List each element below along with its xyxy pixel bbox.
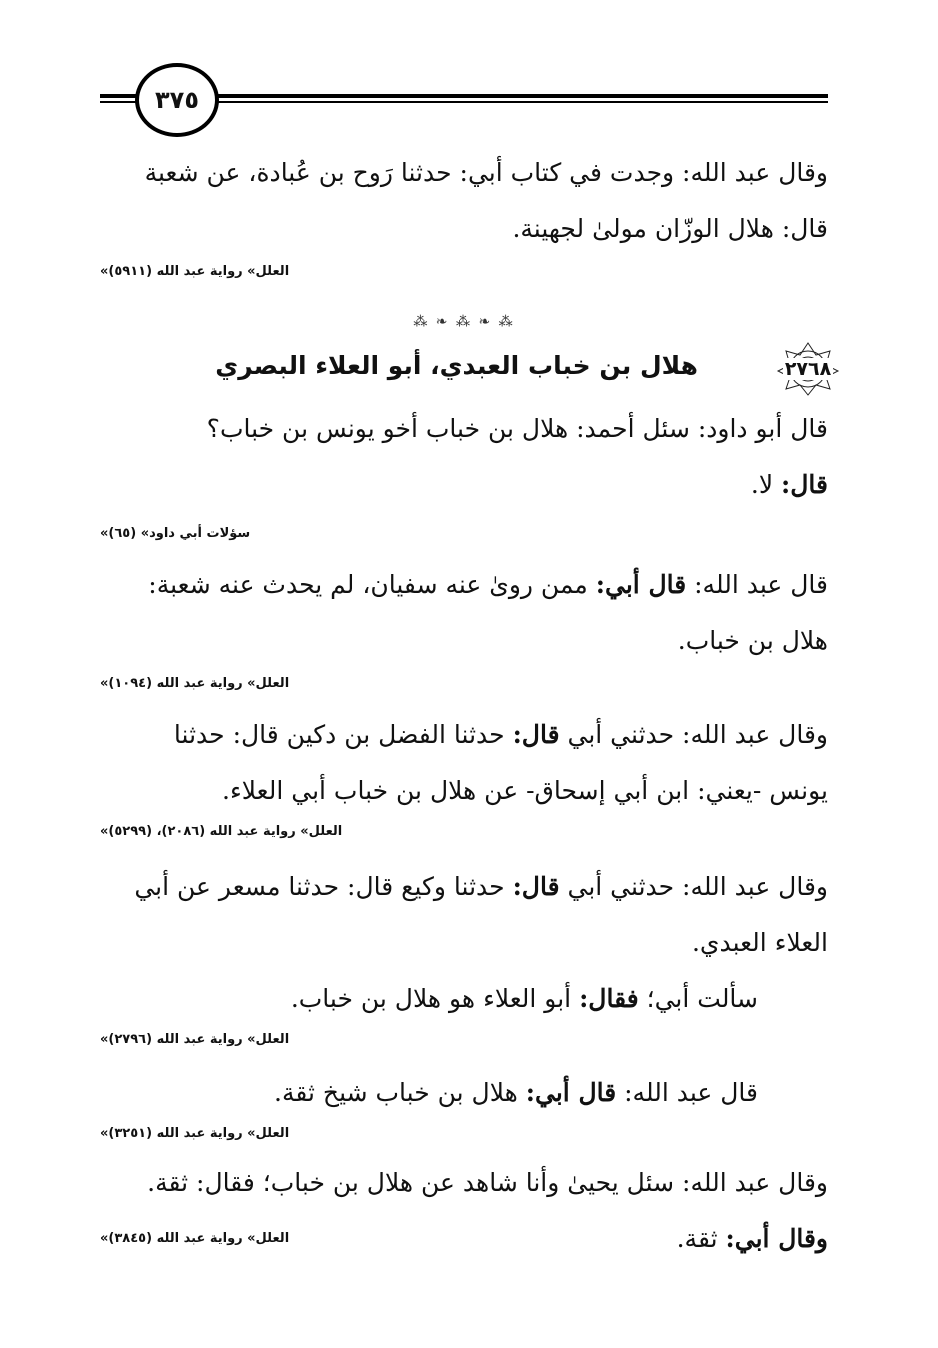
citation-1: «العلل» رواية عبد الله (٥٩١١)	[100, 264, 290, 279]
paragraph-2-line-1: قال أبو داود: سئل أحمد: هلال بن خباب أخو يونس بن خباب؟	[206, 414, 828, 443]
citation-3: «العلل» رواية عبد الله (١٠٩٤)	[100, 676, 290, 691]
citation-7: «العلل» رواية عبد الله (٣٨٤٥)	[100, 1231, 290, 1246]
text-run: وقال عبد الله: حدثني أبي	[559, 720, 828, 749]
entry-number: ٢٧٦٨	[784, 358, 832, 380]
text-run: وقال عبد الله: حدثني أبي	[559, 872, 828, 901]
page-number: ٣٧٥	[135, 63, 219, 137]
paragraph-7-line-2	[100, 1211, 828, 1267]
text-run: قال عبد الله:	[686, 570, 828, 599]
citation-2: «سؤلات أبي داود» (٦٥)	[100, 526, 251, 541]
paragraph-4-line-2: يونس -يعني: ابن أبي إسحاق- عن هلال بن خباب أبي العلاء.	[222, 776, 828, 805]
bold-speaker: قال أبي:	[525, 1078, 617, 1107]
paragraph-3-line-1	[100, 557, 828, 613]
paragraph-2-line-2	[100, 457, 828, 513]
text-run: سألت أبي؛	[638, 984, 758, 1013]
bold-speaker: قال:	[512, 872, 560, 901]
text-run: أبو العلاء هو هلال بن خباب.	[290, 984, 580, 1013]
text-run: ممن روىٰ عنه سفيان، لم يحدث عنه شعبة:	[148, 570, 596, 599]
entry-title: هلال بن خباب العبدي، أبو العلاء البصري	[215, 351, 698, 380]
bold-speaker: قال:	[781, 470, 828, 499]
paragraph-7-line-1: وقال عبد الله: سئل يحيىٰ وأنا شاهد عن هلال بن خباب؛ فقال: ثقة.	[147, 1168, 828, 1197]
text-run: هلال بن خباب شيخ ثقة.	[274, 1078, 526, 1107]
entry-heading	[100, 341, 832, 401]
paragraph-5-line-2: العلاء العبدي.	[691, 928, 828, 957]
text-run: حدثنا الفضل بن دكين قال: حدثنا	[173, 720, 513, 749]
text-run: ثقة.	[676, 1224, 726, 1253]
paragraph-1-line-2: قال: هلال الوزّان مولىٰ لجهينة.	[512, 214, 828, 243]
citation-6: «العلل» رواية عبد الله (٣٢٥١)	[100, 1126, 290, 1141]
separator-ornament: ⁂ ❧ ⁂ ❧ ⁂	[413, 314, 515, 330]
bold-speaker: قال:	[512, 720, 560, 749]
citation-4: «العلل» رواية عبد الله (٢٠٨٦)، (٥٢٩٩)	[100, 824, 343, 839]
bold-speaker: قال أبي:	[595, 570, 687, 599]
paragraph-5-line-3	[100, 971, 828, 1027]
text-run: حدثنا وكيع قال: حدثنا مسعر عن أبي	[134, 872, 513, 901]
text-run: لا.	[750, 470, 782, 499]
paragraph-7-line-2-text	[677, 1211, 828, 1267]
paragraph-5-line-1	[100, 859, 828, 915]
entry-number-badge	[776, 341, 840, 397]
page-header	[100, 62, 828, 132]
paragraph-3-line-2: هلال بن خباب.	[677, 626, 828, 655]
page-body	[100, 145, 832, 1267]
text-run: قال عبد الله:	[616, 1078, 758, 1107]
paragraph-6-line-1	[100, 1065, 828, 1121]
paragraph-4-line-1	[100, 707, 828, 763]
paragraph-1-line-1: وقال عبد الله: وجدت في كتاب أبي: حدثنا رَوح بن عُبادة، عن شعبة	[144, 158, 828, 187]
citation-5: «العلل» رواية عبد الله (٢٧٩٦)	[100, 1032, 290, 1047]
bold-speaker: وقال أبي:	[725, 1224, 828, 1253]
bold-speaker: فقال:	[579, 984, 639, 1013]
